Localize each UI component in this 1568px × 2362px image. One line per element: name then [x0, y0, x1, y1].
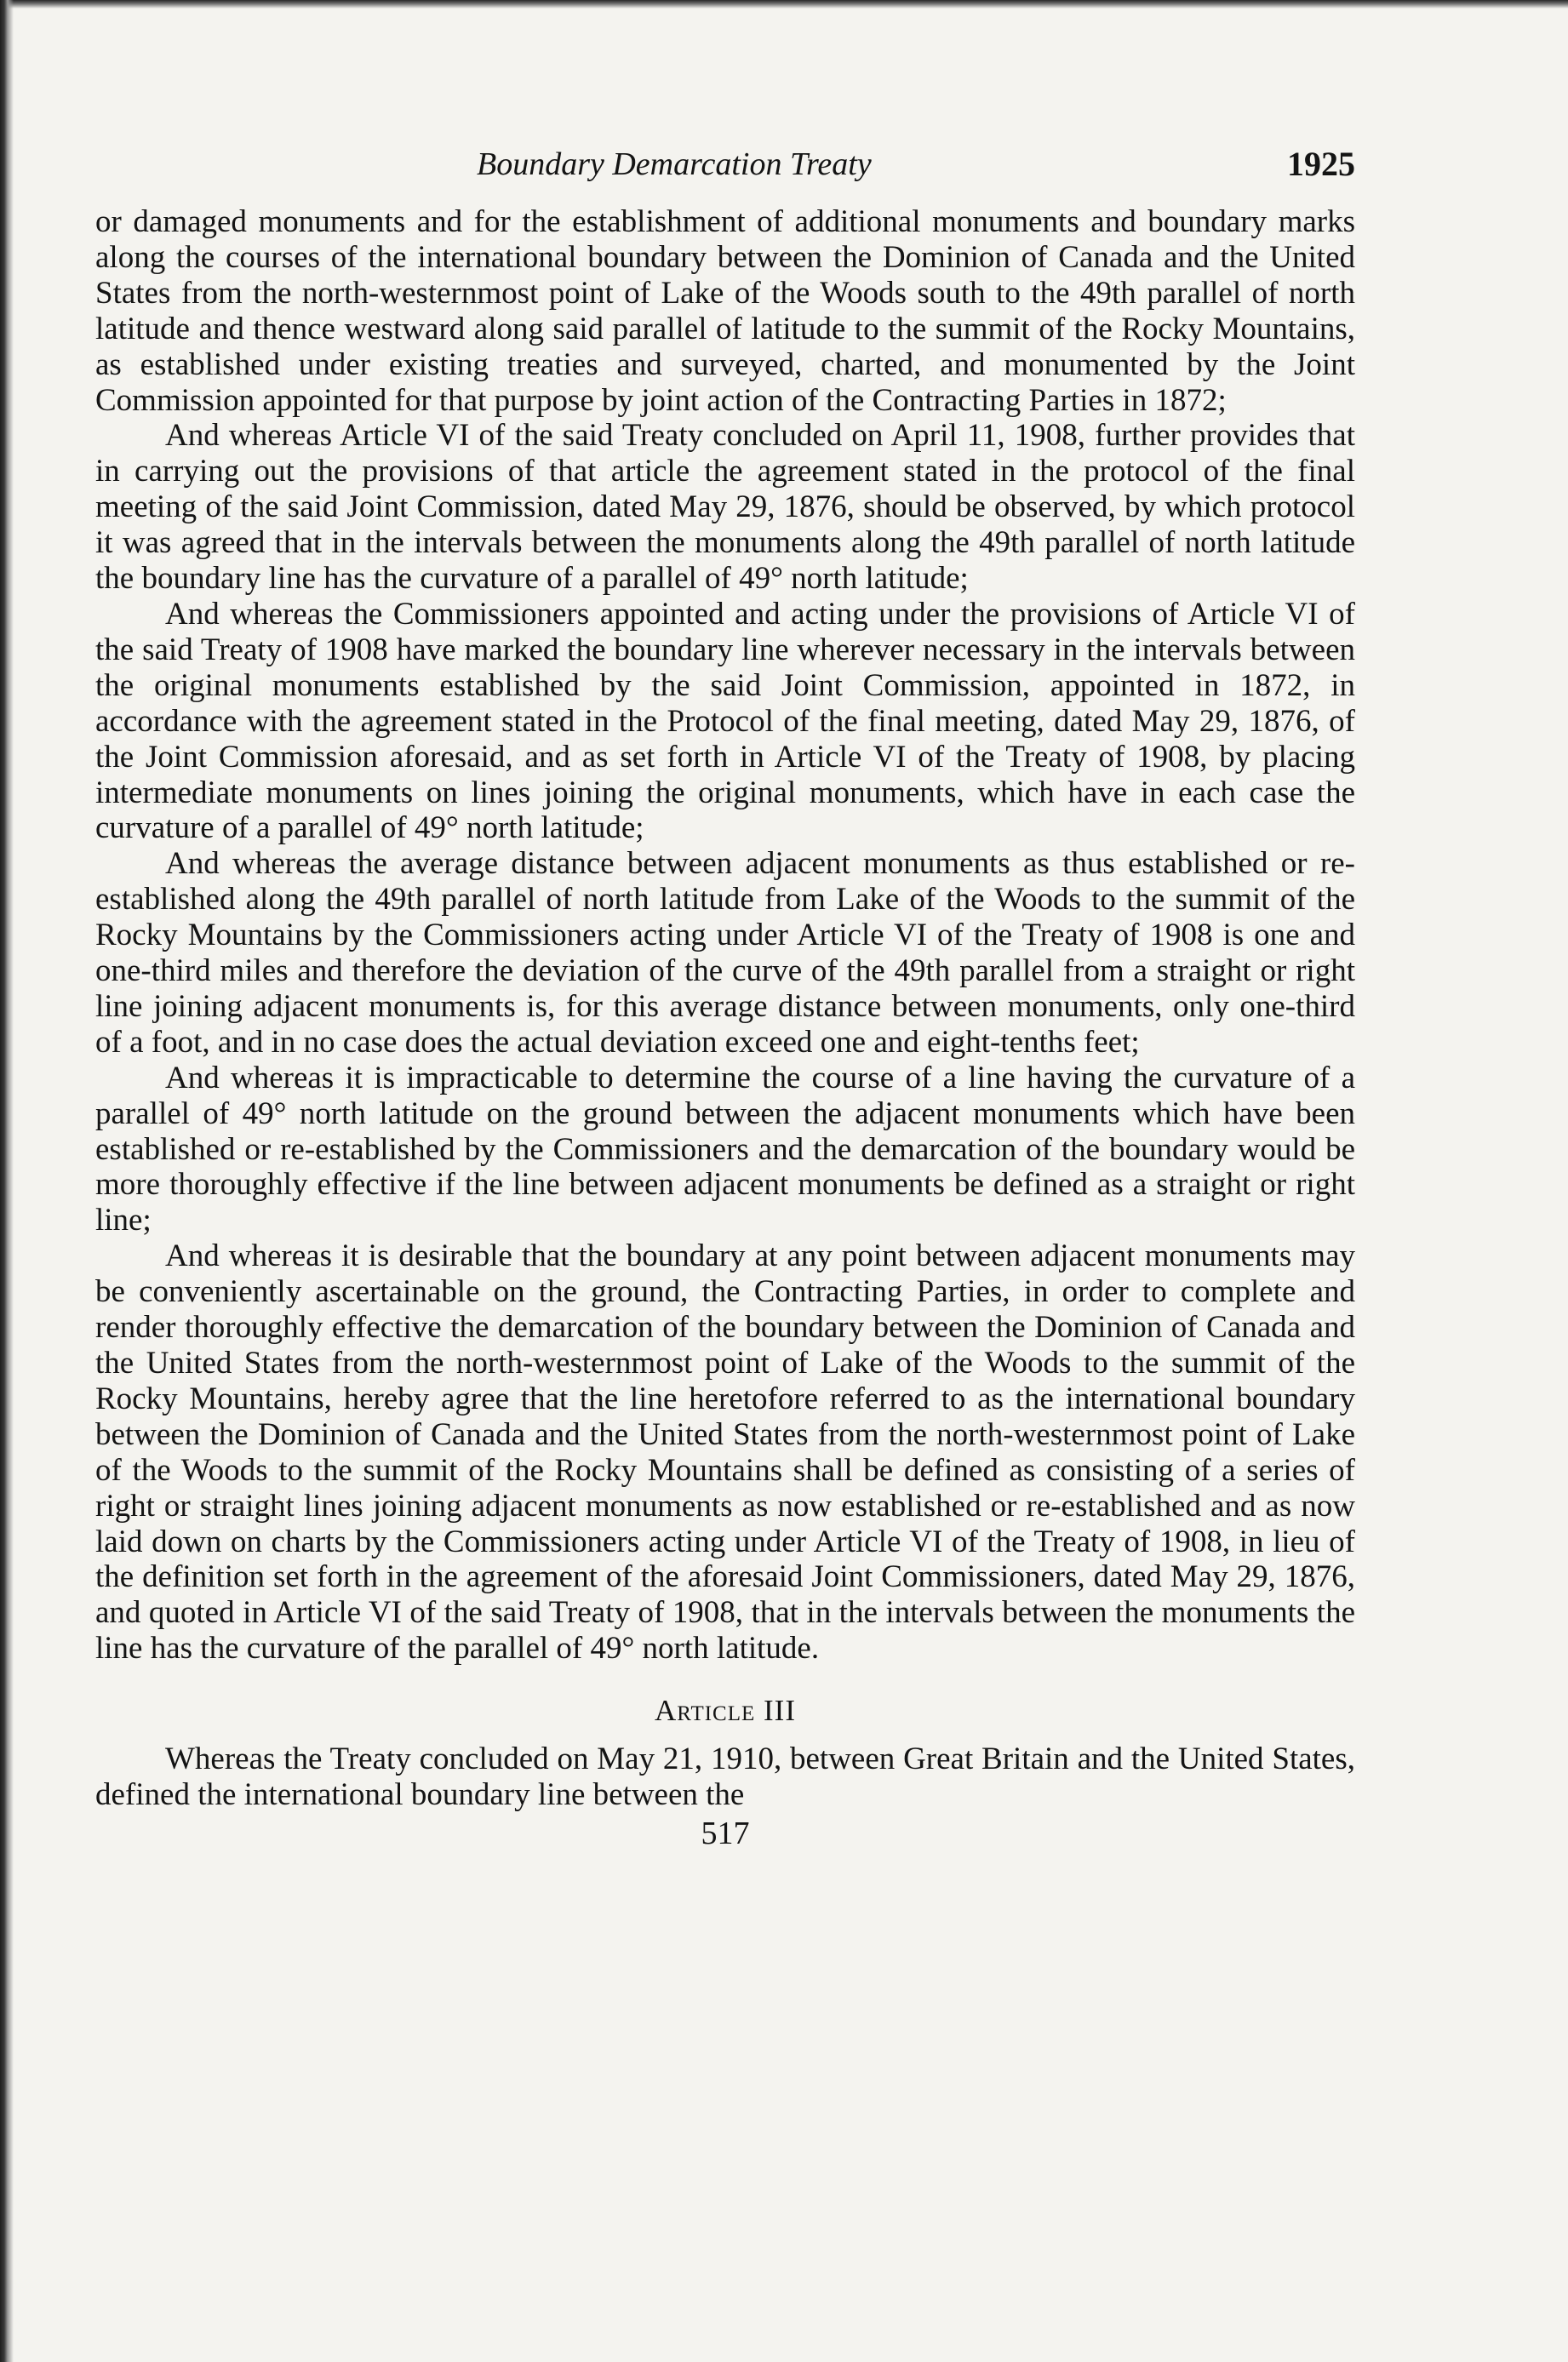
- paragraph: And whereas it is desirable that the boundary at any point between adjacent monuments may be conveniently ascertainable on the ground, the Contracting Parties, in order to complete and render thoroughly effective the demarcation of the boundary between the Dominion of Canada and the United States from the north-westernmost point of Lake of the Woods to the summit of the Rocky Mountains, hereby agree that the line heretofore referred to as the international boundary between the Dominion of Canada and the United States from the north-westernmost point of Lake of the Woods to the summit of the Rocky Mountains shall be defined as consisting of a series of right or straight lines joining adjacent monuments as now established or re-established and as now laid down on charts by the Commissioners acting under Article VI of the Treaty of 1908, in lieu of the definition set forth in the agreement of the aforesaid Joint Commissioners, dated May 29, 1876, and quoted in Article VI of the said Treaty of 1908, that in the intervals between the monuments the line has the curvature of the parallel of 49° north latitude.: [95, 1238, 1355, 1667]
- paragraph: And whereas it is impracticable to determine the course of a line having the curvature of a parallel of 49° north latitude on the ground between the adjacent monuments which have been established or re-established by the Commissioners and the demarcation of the boundary would be more thoroughly effective if the line between adjacent monuments be defined as a straight or right line;: [95, 1060, 1355, 1238]
- paragraph-continuation: or damaged monuments and for the establishment of additional monuments and boundary marks along the courses of the international boundary between the Dominion of Canada and the United States from the north-westernmost point of Lake of the Woods south to the 49th parallel of north latitude and thence westward along said parallel of latitude to the summit of the Rocky Mountains, as established under existing treaties and surveyed, charted, and monumented by the Joint Commission appointed for that purpose by joint action of the Contracting Parties in 1872;: [95, 204, 1355, 418]
- page-number: 517: [701, 1815, 750, 1851]
- paragraph: And whereas the average distance between adjacent monuments as thus established or re-established along the 49th parallel of north latitude from Lake of the Woods to the summit of the Rocky Mountains by the Commissioners acting under Article VI of the Treaty of 1908 is one and one-third miles and therefore the deviation of the curve of the 49th parallel from a straight or right line joining adjacent monuments is, for this average distance between monuments, only one-third of a foot, and in no case does the actual deviation exceed one and eight-tenths feet;: [95, 846, 1355, 1060]
- article-heading: [95, 1692, 1355, 1730]
- paragraph: And whereas the Commissioners appointed and acting under the provisions of Article VI of the said Treaty of 1908 have marked the boundary line wherever necessary in the intervals between the original monuments established by the said Joint Commission, appointed in 1872, in accordance with the agreement stated in the Protocol of the final meeting, dated May 29, 1876, of the Joint Commission aforesaid, and as set forth in Article VI of the Treaty of 1908, by placing intermediate monuments on lines joining the original monuments, which have in each case the curvature of a parallel of 49° north latitude;: [95, 596, 1355, 846]
- running-head: [95, 145, 1355, 192]
- scan-edge-top: [0, 0, 1568, 9]
- header-year: 1925: [1287, 145, 1355, 183]
- paragraph: Whereas the Treaty concluded on May 21, 1910, between Great Britain and the United States, defined the international boundary line between the: [95, 1741, 1355, 1813]
- article-heading-label: Article III: [655, 1694, 796, 1728]
- running-title: Boundary Demarcation Treaty: [477, 146, 872, 182]
- scan-edge-left: [0, 0, 14, 2362]
- body-text: [95, 204, 1355, 1667]
- paragraph: And whereas Article VI of the said Treaty concluded on April 11, 1908, further provides that in carrying out the provisions of that article the agreement stated in the protocol of the final meeting of the said Joint Commission, dated May 29, 1876, should be observed, by which protocol it was agreed that in the intervals between the monuments along the 49th parallel of north latitude the boundary line has the curvature of a parallel of 49° north latitude;: [95, 418, 1355, 597]
- document-page: [95, 145, 1355, 1852]
- article-body: [95, 1741, 1355, 1813]
